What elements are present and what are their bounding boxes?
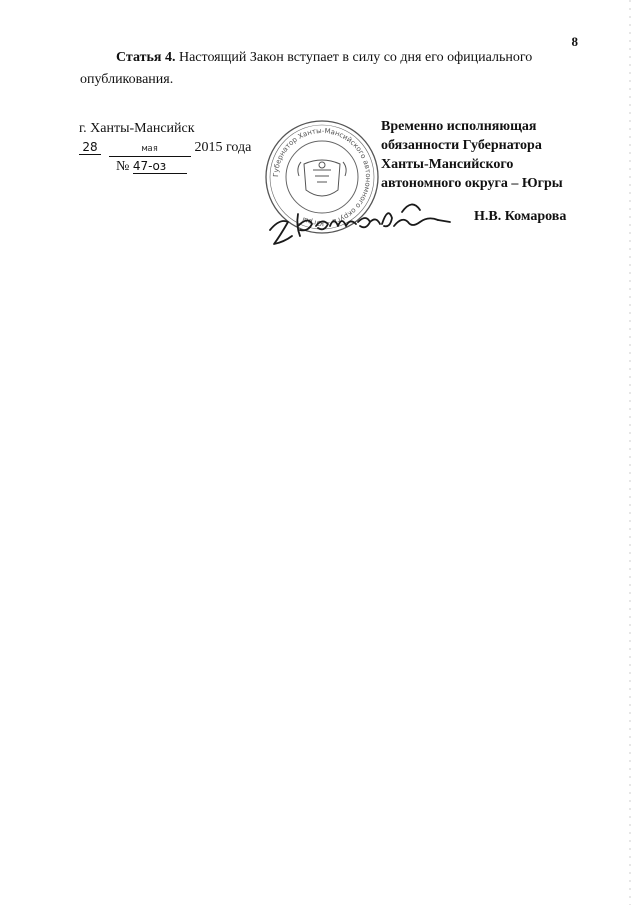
date-year: 2015 года — [194, 140, 252, 155]
article-text: Настоящий Закон вступает в силу со дня его официального — [175, 50, 533, 65]
scan-margin-mark — [626, 0, 634, 905]
article-4 — [80, 47, 580, 91]
seal-emblem — [298, 160, 346, 196]
page-number: 8 — [571, 34, 578, 49]
handwritten-signature — [262, 192, 467, 254]
law-number-value: 47-оз — [133, 159, 187, 174]
seal-ring-text: Губернатор Ханты-Мансийского автономного округа – Югры — [271, 126, 373, 228]
date-month: мая — [109, 142, 191, 157]
signing-city: г. Ханты-Мансийск — [79, 121, 195, 136]
signatory-name: Н.В. Комарова — [474, 209, 567, 224]
position-line: Временно исполняющая — [381, 119, 537, 134]
signing-date — [79, 140, 251, 157]
article-second-line: опубликования. — [80, 72, 174, 87]
position-line: Ханты-Мансийского — [381, 157, 514, 172]
article-first-line — [80, 47, 580, 69]
article-label: Статья 4. — [116, 50, 176, 65]
signatory-position — [381, 117, 563, 193]
law-number — [116, 159, 187, 175]
position-line: обязанности Губернатора — [381, 138, 542, 153]
date-day: 28 — [79, 140, 101, 155]
law-number-prefix: № — [116, 159, 130, 174]
position-line: автономного округа – Югры — [381, 176, 563, 191]
